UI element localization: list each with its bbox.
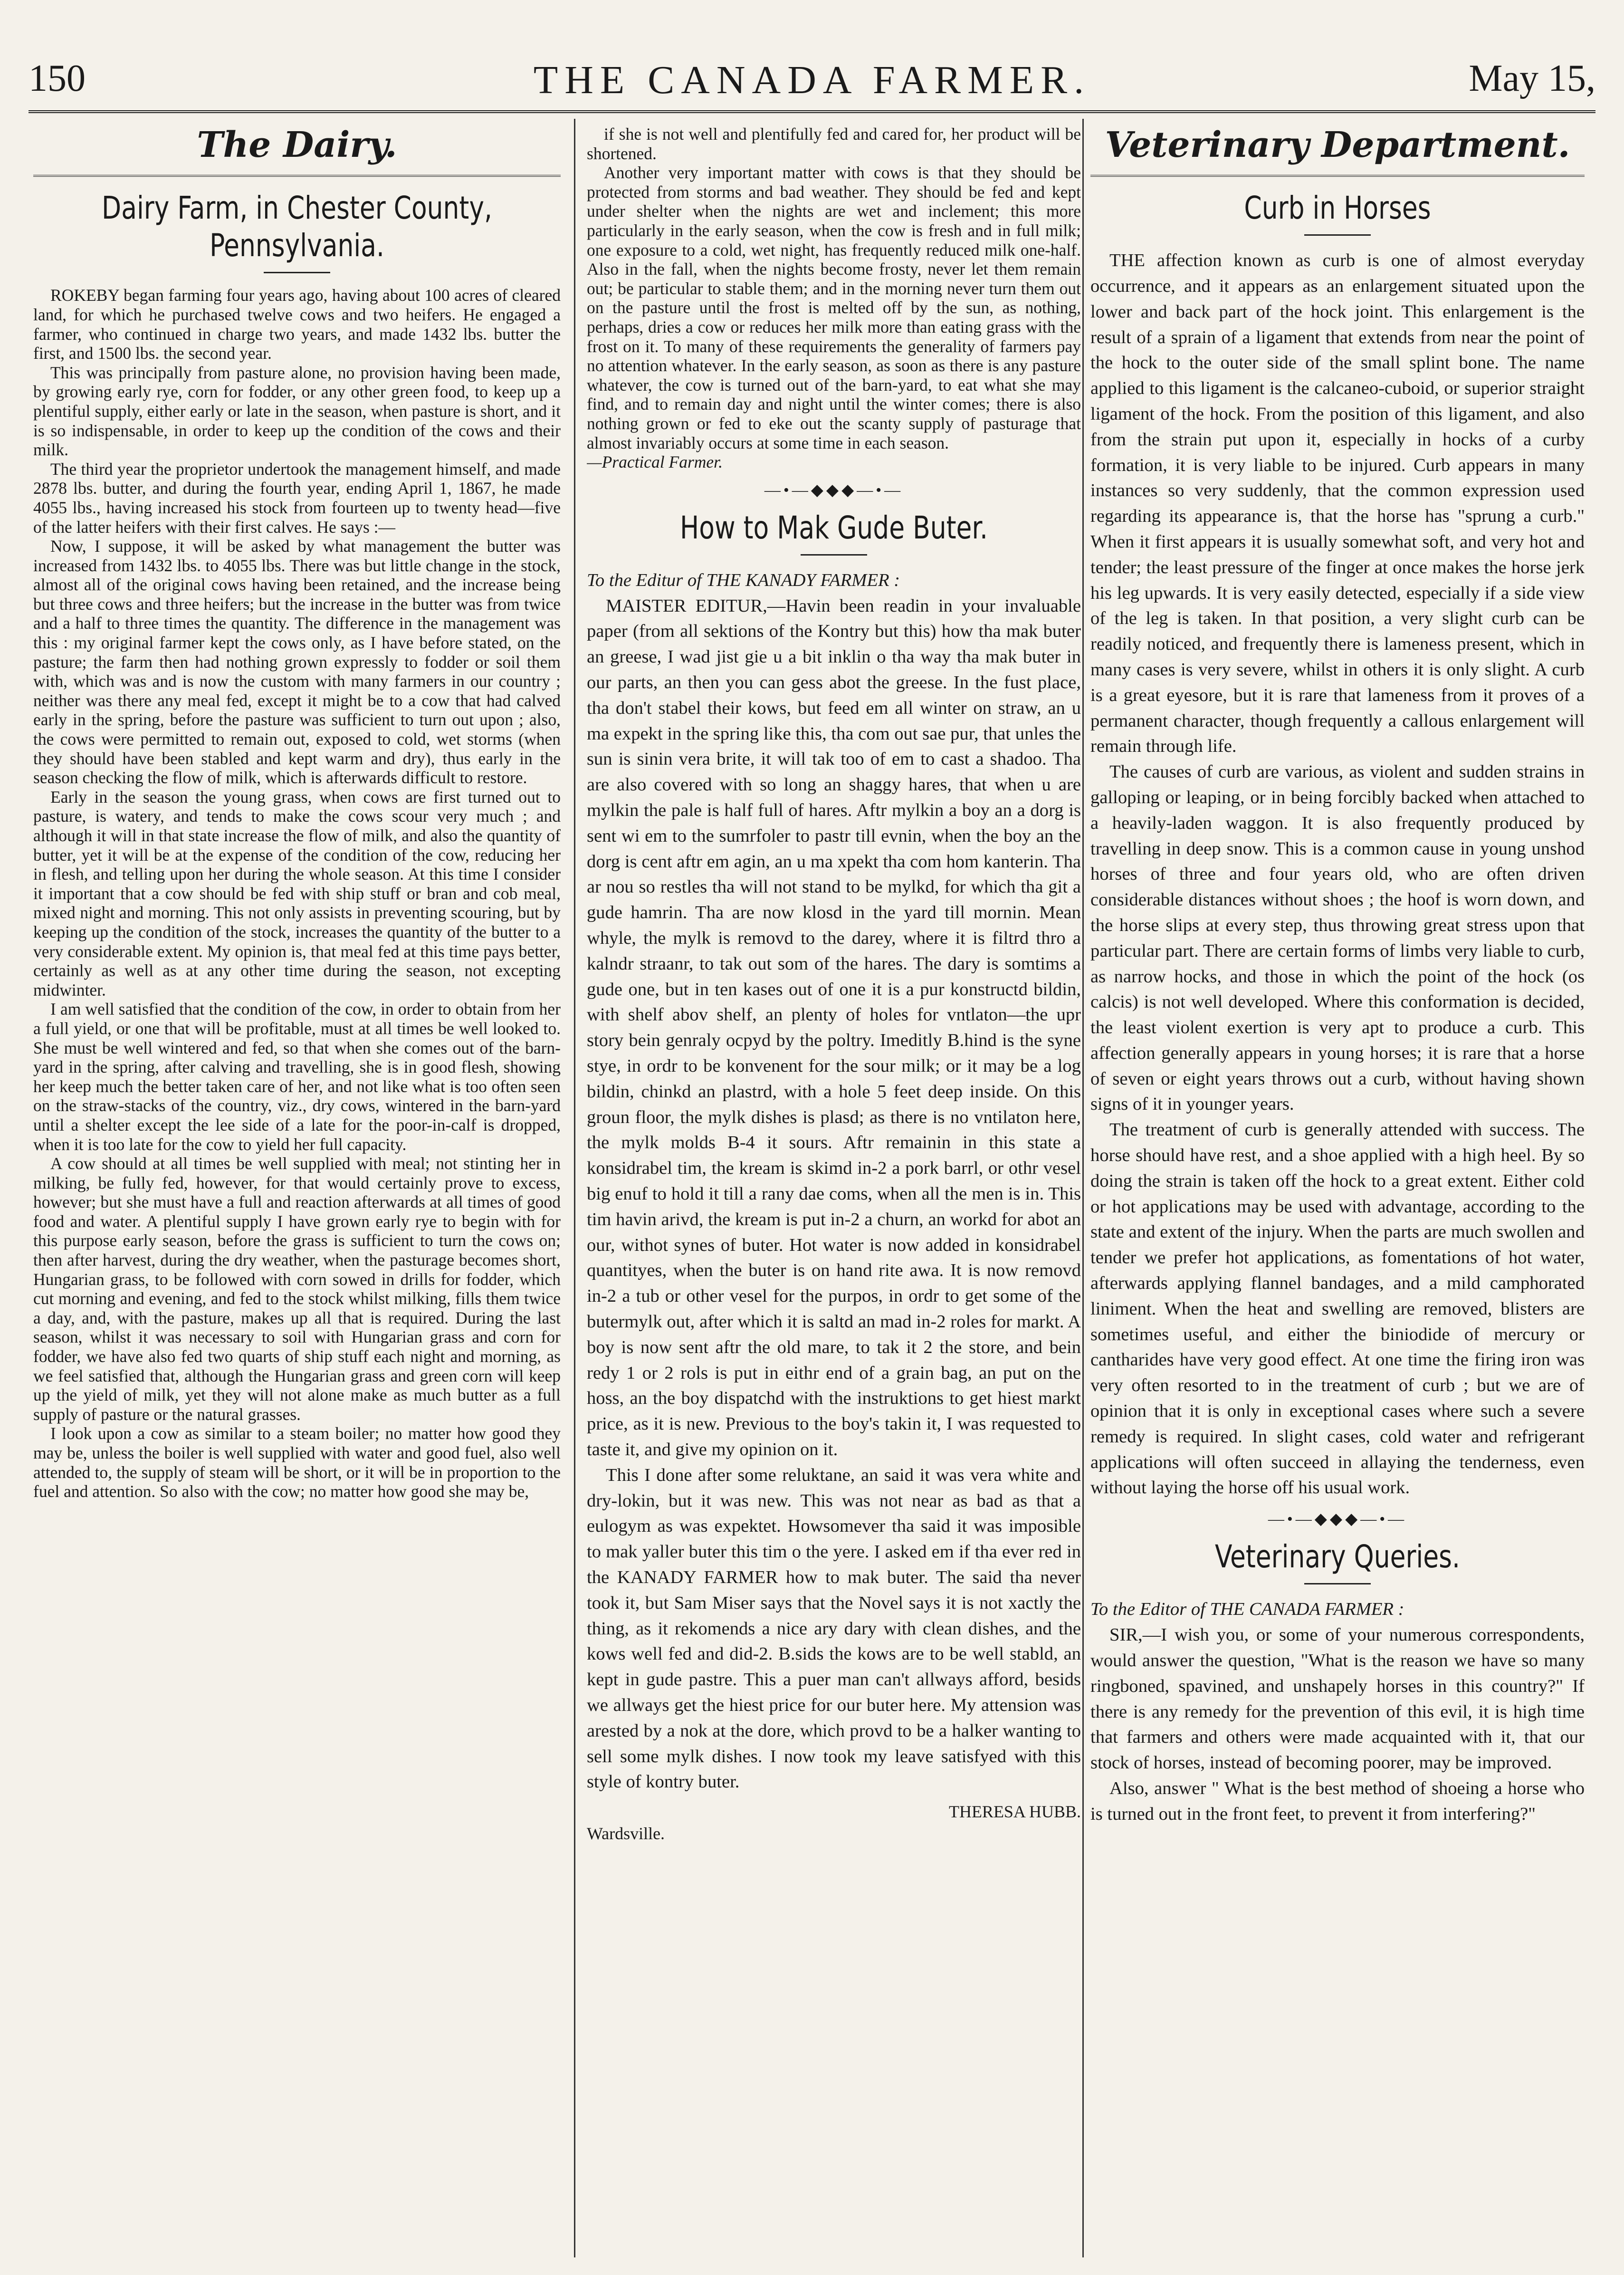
column-dairy <box>33 125 561 2249</box>
paragraph: I look upon a cow as similar to a steam boiler; no matter how good they may be, unless the boiler is well supplied with water and good fuel, also well attended to, the supply of steam will be short, or it will be in proportion to the fuel and attention. So also with the cow; no matter how good she may be, <box>33 1424 561 1501</box>
paragraph: The third year the proprietor undertook the management himself, and made 2878 lbs. butter, and during the fourth year, ending April 1, 1867, he made 4055 lbs., having increased his stock from fourteen up to twenty head—five of the latter heifers with their first calves. He says :— <box>33 459 561 537</box>
article-title: Veterinary Queries. <box>1215 1538 1460 1575</box>
paragraph: if she is not well and plentifully fed and cared for, her product will be shortened. <box>587 125 1081 163</box>
salutation: To the Editur of THE KANADY FARMER : <box>587 570 900 590</box>
article-title: Dairy Farm, in Chester County, Pennsylvania. <box>102 190 492 264</box>
masthead <box>29 57 1595 109</box>
article-title: How to Mak Gude Buter. <box>680 509 988 546</box>
signature: THERESA HUBB. <box>948 1802 1081 1822</box>
article-body <box>1090 248 1585 1501</box>
place-line: Wardsville. <box>587 1824 665 1843</box>
paragraph: The causes of curb are various, as violent and sudden strains in galloping or leaping, or in being forcibly backed when attached to a heavily-laden waggon. It is also frequently produced by travelling in deep snow. This is a common cause in young unshod horses of three and four years old, who are often driven considerable distances without shoes ; the hoof is worn down, and the horse slips at every step, thus throwing great stress upon that particular part. There are certain forms of limbs very liable to curb, as narrow hocks, and those in which the point of the hock (os calcis) is not well developed. Where this conformation is decided, the least violent exertion is very apt to produce a curb. This affection generally appears in young horses; it is rare that a horse of seven or eight years throws out a curb, without having shown signs of it in younger years. <box>1090 762 1585 1114</box>
department-heading: The Dairy. <box>197 125 397 165</box>
section-rule <box>1090 175 1585 177</box>
ornamental-divider: —•—◆◆◆—•— <box>764 481 904 499</box>
paragraph: Also, answer " What is the best method of shoeing a horse who is turned out in the front feet, to prevent it from interfering?" <box>1090 1778 1585 1824</box>
paragraph: MAISTER EDITUR,—Havin been readin in your invaluable paper (from all sektions of the Kontry but this) how tha mak buter an greese, I wad jist gie u a bit inklin o tha way tha mak buter in our parts, an then you can gess abot the greese. In the fust place, tha don't stabel their kows, but feed em all winter on straw, an u ma expekt in the spring like this, tha com out sae pur, that unles the sun is sinin vera brite, it will tak too of em to cast a shadoo. Tha are also covered with so long an shaggy hares, that when u are mylkin the pale is half full of hares. Aftr mylkin a boy an a dorg is sent wi em to the sumrfoler to pastr till evnin, when the boy an the dorg is cent aftr em agin, an u ma xpekt tha com hom kanterin. Tha ar nou so restles tha will not stand to be mylkd, for which tha git a gude hamrin. Tha are now klosd in the yard till mornin. Mean whyle, the mylk is removd to the darey, where it is filtrd thro a kalndr straanr, to tak out som of the hares. The dary is somtims a gude one, but in ten kases out of one it is a pur konstructd bildin, with shelf abov shelf, an plenty of holes for vntlaton—the upr story bein genraly ocpyd by the poltry. Imeditly B.hind is the syne stye, in ordr to be konvenent for the sour milk; or it may be a log bildin, chinkd an plastrd, with a hole 5 feet deep inside. On this groun floor, the mylk dishes is plasd; as there is no vntilaton here, the mylk molds B-4 it sours. Aftr remainin in this state a konsidrabel tim, the kream is skimd in-2 a pork barrl, or othr vesel big enuf to hold it till a rany dae coms, when all the men is in. This tim havin arivd, the kream is put in-2 a churn, an workd for abot an our, withot synes of buter. Hot water is now added in konsidrabel quantityes, when the buter is on hand rite awa. It is now removd in-2 a tub or other vesel for the purpos, in ordr to get some of the butermylk out, after which it is saltd an mad in-2 roles for markt. A boy is now sent aftr the old mare, to tak it 2 the store, and bein redy 1 or 2 rols is put in eithr end of a grain bag, an put on the hoss, an the boy dispatchd with the instruktions to get hiest markt price, as it is new. Previous to the boy's takin it, I was requested to taste it, and give my opinion on it. <box>587 595 1081 1459</box>
page-number: 150 <box>29 58 86 99</box>
section-rule <box>33 175 561 177</box>
source-credit: —Practical Farmer. <box>587 452 723 472</box>
attribution <box>587 452 1081 472</box>
column-rule <box>574 119 575 2257</box>
paragraph: Now, I suppose, it will be asked by what management the butter was increased from 1432 lbs. to 4055 lbs. There was but little change in the stock, almost all of the original cows having been retained, and the increase being but three cows and three heifers; but the increase in the butter was from twice and a half to three times the quantity. The difference in the management was this : my original farmer kept the cows only, as I have before stated, on the pasture; the farm then had nothing grown expressly to fodder or soil them with, which was and is now the custom with many farmers in our country ; neither was there any meal fed, except it might be to a cow that had calved early in the spring, before the pasture was sufficient to turn out upon ; also, the cows were permitted to remain out, exposed to cold, wet storms (when they should have been stabled and kept warm and dry), thus early in the season checking the flow of milk, which is afterwards difficult to restore. <box>33 537 561 787</box>
paragraph: This was principally from pasture alone, no provision having been made, by growing early rye, corn for fodder, or any other green food, to keep up a plentiful supply, either early or late in the season, when pasture is short, and it is so indispensable, in order to keep up the condition of the cows and their milk. <box>33 363 561 460</box>
title-rule <box>801 554 867 556</box>
article-body <box>1090 1597 1585 1827</box>
paragraph: Another very important matter with cows is that they should be protected from storms and bad weather. They should be fed and kept under shelter when the nights are wet and inclement; this more particularly in the early season, when the cow is fresh and in full milk; one exposure to a cold, wet night, has frequently reduced milk one-half. Also in the fall, when the nights become frosty, never let them remain out; be particular to stable them; and in the morning never turn them out on the pasture until the frost is melted off by the sun, as nothing, perhaps, dries a cow or reduces her milk more than eating grass with the frost on it. To many of these requirements the generality of farmers pay no attention whatever. In the early season, as soon as there is any pasture whatever, the cow is turned out of the barn-yard, to eat what she may find, and to remain day and night until the winter comes; there is also nothing grown or fed to eke out the scanty supply of pasturage that almost invariably occurs at some time in each season. <box>587 163 1081 452</box>
issue-date: May 15, <box>1469 58 1595 99</box>
ornamental-divider: —•—◆◆◆—•— <box>1268 1510 1407 1528</box>
paragraph: Early in the season the young grass, when cows are first turned out to pasture, is watery, and tends to make the cows scour very much ; and although it will in that state increase the flow of milk, and also the quantity of butter, yet it will be at the expense of the condition of the cow, reducing her in flesh, and telling upon her during the whole season. At this time I consider it important that a cow should be fed with ship stuff or bran and cob meal, mixed night and morning. This not only assists in preventing scouring, but by keeping up the condition of the stock, increases the quantity of the butter to a very considerable extent. My opinion is, that meal fed at this time pays better, certainly as well as at any other time during the season, not excepting midwinter. <box>33 787 561 999</box>
continued-article <box>587 125 1081 472</box>
article-body <box>33 286 561 1501</box>
newspaper-title: THE CANADA FARMER. <box>533 58 1091 102</box>
paragraph: The treatment of curb is generally attended with success. The horse should have rest, and a shoe applied with a high heel. By so doing the strain is taken off the hock to a great extent. Either cold or hot applications may be used with advantage, according to the state and extent of the injury. When the parts are much swollen and tender we prefer hot applications, as fomentations of hot water, afterwards applying flannel bandages, and a mild camphorated liniment. When the heat and swelling are removed, blisters are sometimes useful, and either the biniodide of mercury or cantharides have very good effect. At one time the firing iron was very often resorted to in the treatment of curb ; but we are of opinion that it is only in exceptional cases where such a severe remedy is required. In slight cases, cold water and refrigerant applications will often succeed in allaying the tenderness, even without laying the horse off his usual work. <box>1090 1120 1585 1498</box>
paragraph: SIR,—I wish you, or some of your numerous correspondents, would answer the question, "What is the reason we have so many ringboned, spavined, and unshapely horses in this country?" If there is any remedy for the prevention of this evil, it is high time that farmers and others were made acquainted with it, that our stock of horses, instead of becoming poorer, may be improved. <box>1090 1625 1585 1773</box>
department-heading: Veterinary Department. <box>1105 125 1570 165</box>
article-body <box>587 568 1081 1843</box>
paragraph: ROKEBY began farming four years ago, having about 100 acres of cleared land, for which he purchased twelve cows and two heifers. He engaged a farmer, who continued in charge two years, and made 1432 lbs. butter the first, and 1500 lbs. the second year. <box>33 286 561 363</box>
masthead-rule <box>29 110 1595 113</box>
title-rule <box>1304 234 1371 236</box>
column-middle <box>587 125 1081 2249</box>
paragraph: This I done after some reluktane, an said it was vera white and dry-lokin, but it was new. This was not near as bad as that a eulogym as was expektet. Howsomever tha said it was imposible to mak yaller buter this tim o the yere. I asked em if tha ever red in the KANADY FARMER how to mak buter. The said tha never took it, but Sam Miser says that the Novel says it is not xactly the thing, as it rekomends a nice ary dary with clean dishes, and the kows well fed and did-2. B.sids the kows are to be well stabld, an kept in gude pastre. This a puer man can't allways afford, besids we allways get the hiest price for our buter here. My attension was arested by a nok at the dore, which provd to be a halker wanting to sell some mylk dishes. I now took my leave satisfyed with this style of kontry buter. <box>587 1465 1081 1792</box>
paragraph: I am well satisfied that the condition of the cow, in order to obtain from her a full yield, or one that will be profitable, must at all times be well looked to. She must be well wintered and fed, so that when she comes out of the barn-yard in the spring, after calving and travelling, she is in good flesh, showing her keep much the better taken care of her, and not like what is too often seen on the straw-stacks of the country, viz., dry cows, wintered in the barn-yard until a shelter except the lee side of a late for the poor-in-calf is dropped, when it is too late for the cow to yield her full capacity. <box>33 999 561 1154</box>
column-veterinary <box>1090 125 1585 2249</box>
column-rule <box>1082 119 1084 2257</box>
article-title: Curb in Horses <box>1244 190 1431 226</box>
paragraph: THE affection known as curb is one of almost everyday occurrence, and it appears as an enlargement situated upon the lower and back part of the hock joint. This enlargement is the result of a sprain of a ligament that extends from near the point of the hock to the outer side of the small splint bone. The name applied to this ligament is the calcaneo-cuboid, or superior straight ligament of the hock. From the position of this ligament, and also from the strain put upon it, especially in hocks of a curby formation, it is very liable to be injured. Curb appears in many instances so very suddenly, that the common expression used regarding its appearance is, that the horse has "sprung a curb." When it first appears it is usually somewhat soft, and very hot and tender; the least pressure of the finger at once makes the horse jerk his leg upwards. It is very easily detected, especially if a side view of the leg is taken. In that position, a very slight curb can be readily noticed, and frequently there is lameness present, which in many cases is very severe, whilst in others it is only slight. A curb is a great eyesore, but it is rare that lameness from it proves of a permanent character, though frequently a callous enlargement will remain through life. <box>1090 250 1585 757</box>
title-rule <box>1304 1583 1371 1584</box>
paragraph: A cow should at all times be well supplied with meal; not stinting her in milking, be fully fed, however, for that would certainly prove to excess, however; but she must have a full and reaction afterwards at all times of good food and water. A plentiful supply I have grown early rye to begin with for this purpose early season, before the grass is sufficient to turn the cows on; then after harvest, during the dry weather, when the pasturage becomes short, Hungarian grass, to be followed with corn sowed in drills for fodder, which cut morning and evening, and fed to the stock whilst milking, fills them twice a day, and, with the pasture, makes up all that is required. During the last season, whilst it was necessary to soil with Hungarian grass and corn for fodder, we have also fed two quarts of ship stuff each night and morning, as we feel satisfied that, although the Hungarian grass and green corn will keep up the yield of milk, yet they will not alone make as much butter as a full supply of pasture or the natural grasses. <box>33 1154 561 1424</box>
title-rule <box>264 272 330 273</box>
salutation: To the Editor of THE CANADA FARMER : <box>1090 1599 1404 1620</box>
